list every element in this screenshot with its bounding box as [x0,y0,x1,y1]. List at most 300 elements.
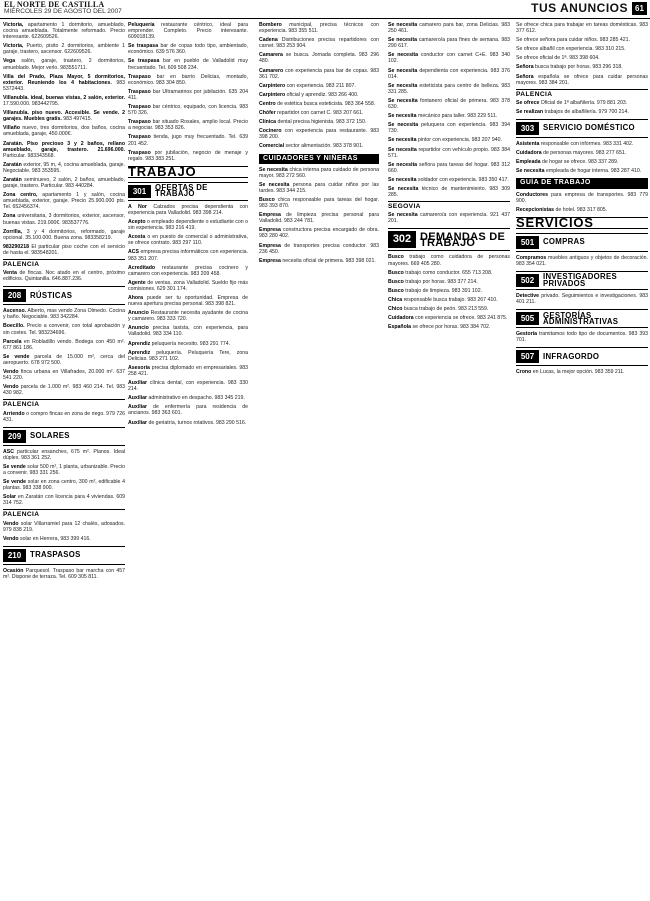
classified-ad [3,95,125,107]
ad-text: Oficial de 1ª albañilería. 979 881 203. [539,99,628,106]
classified-ad [128,234,248,246]
classified-ad [3,162,125,174]
city-heading: SEGOVIA [388,201,510,210]
classified-ad [516,369,648,375]
category-number: 303 [516,122,539,135]
ad-lead: Se vende [3,463,26,470]
classified-ad [128,365,248,377]
classified-ad [516,74,648,86]
ad-text: precisa diplomado en empresariales. 983 258 421. [128,364,248,377]
classified-ad [3,43,125,55]
classified-ad [128,280,248,292]
ad-lead: Camarero [259,67,284,74]
classified-ad [388,22,510,34]
classified-ad [128,150,248,162]
category-header [516,309,648,328]
classifieds-columns [3,22,648,898]
ad-text: administrativo en despacho. 983 345 219. [147,395,245,402]
classified-ad [128,204,248,216]
classified-ad [128,104,248,116]
ad-text: salón, garaje, trastero, 2 dormitorios, amueblado. Mejor verlo. 983551711. [3,58,125,71]
classified-ad [128,310,248,322]
ad-text: o compro fincas en zona de riego. 979 726 431. [3,410,125,423]
ad-text: Puerto, pisito 2 dormitorios, ambiente 1 garaje, trastero, ascensor. 622609526. [3,43,125,56]
classified-ad [516,192,648,204]
category-header [516,119,648,138]
ad-lead: Traspaso [128,134,151,141]
classified-ad [128,74,248,86]
ad-lead: Cuidadora [388,315,414,322]
classified-ad [259,110,379,116]
classified-ad [259,128,379,140]
classified-ad [388,186,510,198]
ad-text: de geriatría, turnos rotativos. 983 290 516. [147,419,247,426]
ad-lead: Se necesita [388,176,417,183]
ad-lead: Empresa [259,257,281,264]
category-header [388,228,510,251]
ad-text: 17.590.000. 983442795. [3,101,60,108]
classified-ad [388,37,510,49]
sub-section-banner: GUÍA DE TRABAJO [516,178,648,188]
classified-ad [388,162,510,174]
classified-ad [516,207,648,213]
ad-text: por jubilación, negocio de menaje y regalo. 983 383 251. [128,149,248,162]
ad-text: bar situado Rosales, amplio local. Precio a negociar. 983 353 826. [128,119,248,132]
classified-ad [3,58,125,70]
category-number: 302 [388,231,416,248]
ad-lead: Empresa [259,212,281,219]
ad-lead: Zona [3,213,16,220]
ad-lead: Boecillo. [3,323,25,330]
classified-ad [3,411,125,423]
ad-text: de estética busca esteticista. 983 364 558. [275,100,376,107]
classified-ad [388,306,510,312]
category-label: DEMANDAS DE TRABAJO [420,230,506,249]
ad-lead: Se necesita [388,37,417,44]
ad-lead: Parcela [3,338,22,345]
ad-text: precisa taxista, con experiencia, para Valladolid. 983 334 110. [128,325,248,338]
ad-text: responsable con informes. 983 331 402. [539,141,634,148]
classified-ad [128,249,248,261]
ad-text: parcela de 15.000 m², cerca del aeropuerto. 678 972 500. [3,353,125,366]
ad-lead: Recepcionistas [516,206,555,213]
ad-text: Parquesol. Traspaso bar marcha con 457 m². Dispone de terraza. Tel. 609 305 811. [3,567,125,580]
classified-ad [388,147,510,159]
category-number: 208 [3,289,26,302]
ad-text: de hogar se ofrece. 983 337 289. [540,159,619,166]
ad-text: se busca. Jornada completa. 983 296 480. [259,52,379,65]
classified-ad [516,141,648,147]
ad-text: Particular. 983343568. [3,152,55,159]
classified-ad [388,68,510,80]
classified-ad [3,308,125,320]
classified-ad [3,192,125,210]
classified-ad [3,22,125,40]
ad-text: pintor con experiencia. 983 207 940. [416,137,502,144]
ad-text: o en puesto de comercial o administrativa, se ofrece contrato. 983 297 110. [128,234,248,247]
column-3 [259,22,379,898]
ad-lead: Española [388,324,412,331]
classified-ad [388,324,510,330]
classified-ad [259,119,379,125]
ad-lead: Se necesita [388,122,419,129]
classified-ad [128,395,248,401]
ad-lead: Se necesita [388,113,417,120]
ad-text: esteticista para centro de belleza. 983 331 285. [388,82,510,95]
column-2 [128,22,248,898]
ad-lead: Chica [388,296,403,303]
ad-lead: Zona centro, [3,192,38,199]
classified-ad [3,384,125,396]
ad-text: Se ofrece señora para cuidar niños. 983 285 421. [516,37,630,44]
ad-text: fontanero oficial de primera. 983 378 630. [388,97,510,111]
ad-text: en Lucas, la mejor opción. 983 359 211. [531,369,625,376]
classified-ad [516,46,648,52]
ad-text: exterior, 95 m, 4, cocina amueblada, garaje. Negociable. 983 353595. [3,161,125,174]
classified-ad [259,212,379,224]
classified-ad [128,134,248,146]
ad-text: de fincas. Noc atado en el centro, próximo edificios. Quintanilla. 646.887.236. [3,270,125,283]
ad-lead: Chico [388,306,403,312]
ad-lead: A Nor [128,203,147,210]
ad-lead: Se necesita [516,168,545,175]
classified-ad [516,100,648,106]
classified-ad [259,92,379,98]
ad-text: señora para tareas del hogar. 983 312 660. [388,161,510,174]
ad-lead: Compramos [516,254,547,261]
classified-ad [128,350,248,362]
ad-text: con experiencia para bar de copas. 983 361 702. [259,67,379,80]
classified-ad [388,122,510,134]
ad-lead: Se necesita [388,137,417,144]
ad-text: tramitamos todo tipo de documentos. 983 393 701. [516,331,648,344]
ad-text: de ventas, zona Valladolid. Sueldo fijo más comisiones. 629 301 174. [128,279,248,292]
classified-ad [516,168,648,174]
ad-lead: Empresa [259,242,281,249]
ad-text: camarero para bar, zona Delicias. 983 250 461. [388,22,510,35]
category-header [3,427,125,446]
ad-text: municipal, precisa técnicos con experiencia. 983 355 511. [259,22,379,35]
ad-text: trabajos de albañilería. 979 700 214. [543,108,629,115]
classified-ad [128,89,248,101]
ad-text: particular ensanches, 675 m². Planos. Ideal dúplex. 983 361 252. [3,448,125,461]
classified-ad [388,270,510,276]
classified-ad [3,449,125,461]
classified-ad [259,243,379,255]
ad-text: dental precisa higienista. 983 372 150. [276,119,367,126]
ad-lead: Auxiliar [128,419,148,426]
category-number: 301 [128,185,151,198]
ad-lead: Se traspasa [128,58,160,65]
ad-lead: Se necesita [388,161,418,168]
classified-ad [516,22,648,34]
classified-ad [3,494,125,506]
category-header [128,182,248,201]
ad-text: 3 y 4 dormitorios, reformado, garaje opcional. 35.100.000. Buena zona. 983358219. [3,228,125,241]
classified-ad [516,109,648,115]
classified-ad [516,293,648,305]
ad-lead: Ahora [128,295,143,301]
ad-text: bar céntrico, equipado, con licencia. 983 570 326. [128,104,248,117]
ad-text: empresa precisa informáticos con experiencia. 983 351 207. [128,249,248,262]
ad-lead: Villa del Prado, Plaza Mayor, 5 dormitorios, exterior. Reuniendo los 4 habitaciones. [3,73,125,86]
ad-lead: Aprendiz [128,349,151,356]
ad-text: constructora precisa encargado de obra. 983 280 402. [259,227,379,240]
category-label: TRASPASOS [30,550,81,560]
classified-ad [259,52,379,64]
ad-text: Precio a convenir, con total aprobación y sin costes. Tel. 983234696. [3,323,125,336]
ad-text: bar Ultramarinos por jubilación. 635 204 411. [128,88,248,101]
category-label: INVESTIGADORES PRIVADOS [543,272,617,288]
ad-lead: Se necesita [259,181,290,188]
ad-lead: ACS [128,249,139,256]
classified-ad [3,323,125,335]
classified-ad [388,212,510,224]
classified-ad [516,255,648,267]
ad-lead: Traspaso [128,119,151,126]
masthead: EL NORTE DE CASTILLA [4,0,105,9]
ad-text: de transportes precisa conductor. 983 236 450. [259,242,379,255]
ad-lead: Se necesita [388,212,418,219]
ad-lead: Zaratán [3,161,22,168]
category-header [516,271,648,290]
ad-text: Calzados precisa dependienta con experiencia para Valladolid. 983 398 214. [128,203,248,216]
classified-ad [128,22,248,40]
ad-lead: Crono [516,369,532,376]
category-label: SERVICIO DOMÉSTICO [543,123,635,133]
classified-ad [259,143,379,149]
ad-lead: Camarera [259,52,283,59]
ad-lead: Se necesita [388,52,419,59]
ad-text: universitaria, 3 dormitorios, exterior, ascensor, buenas vistas. 219.000€. 983537776. [3,213,125,226]
classified-ad [259,197,379,209]
classified-ad [388,297,510,303]
category-label: GESTORÍAS ADMINISTRATIVAS [543,310,619,326]
ad-text: en Zaratán con licencia para 4 viviendas. 609 314 752. [3,494,125,507]
ad-lead: Cadena [259,37,278,44]
section-title: TUS ANUNCIOS [531,1,628,15]
classified-ad [388,279,510,285]
classified-ad [516,159,648,165]
ad-text: de hotel. 983 317 805. [554,206,608,213]
ad-lead: Solar [3,494,16,501]
classified-ad [128,295,248,307]
dateline: MIÉRCOLES 29 DE AGOSTO DEL 2007 [4,8,122,15]
classified-ad [259,37,379,49]
category-number: 507 [516,350,539,363]
classified-ad [128,265,248,277]
ad-text: trabajo por horas. 983 377 214. [403,278,478,285]
ad-text: finca urbana en Villafrades, 20.000 m². 637 541 220. [3,369,125,382]
ad-lead: Busco [388,254,404,261]
classified-ad [3,141,125,159]
ad-lead: Se traspasa [128,43,159,50]
category-number: 501 [516,236,539,249]
ad-lead: Señora [516,73,534,80]
ad-text: camarero/a con experiencia. 921 437 201. [388,212,510,225]
ad-lead: Acosta [128,234,146,241]
classified-ad [516,331,648,343]
category-label: OFERTAS DE TRABAJO [155,183,208,199]
ad-text: Distribuciones precisa repartidores con carnet. 983 253 904. [259,37,379,50]
ad-lead: Se vende [3,479,27,486]
classified-ad [3,479,125,491]
ad-text: persona para cuidar niños por las tardes. 983 344 215. [259,181,379,194]
ad-lead: Venta [3,270,17,277]
ad-lead: Agente [128,279,146,286]
ad-lead: Anuncio [128,325,149,332]
ad-text: clínica dental, con experiencia. 983 330 214. [128,380,248,393]
ad-lead: Gestoría [516,331,538,338]
ad-text: sector alimentación. 983 378 901. [284,143,364,150]
ad-text: peluquería. Peluquería Tere, zona Delicias. 983 271 102. [128,349,248,362]
ad-text: apartamento 1 dormitorio, amueblado, cocina amueblada. Totalmente reformado. Precio interesante. 622609526. [3,22,125,41]
category-header [516,347,648,366]
ad-lead: Se vende [3,353,30,360]
ad-lead: Vendo [3,384,19,391]
ad-text: bar de copas todo tipo, ambientado, económico. 639 576 360. [128,43,248,56]
column-4 [388,22,510,898]
classified-ad [259,167,379,179]
ad-text: solar Villarramiel para 12 chalés, adosados. 979 838 219. [3,520,125,533]
classified-ad [3,568,125,580]
classified-ad [388,113,510,119]
category-label: INFRAGORDO [543,351,600,361]
ad-text: de limpieza precisa personal para Valladolid. 983 244 781. [259,212,379,225]
category-number: 505 [516,312,539,325]
ad-lead: Comercial [259,143,285,150]
ad-text: apartamento 1 y salón, cocina amueblada, exterior, garaje. Precio 25.900.000 pts. Tel. 652456374. [3,192,125,211]
category-number: 210 [3,549,26,562]
ad-lead: Se necesita [388,67,418,74]
classified-ad [3,339,125,351]
ad-lead: Peluquería [128,22,155,28]
city-heading: PALENCIA [3,399,125,408]
ad-text: con experiencia se ofrece. 983 241 875. [413,315,508,322]
classified-ad [128,404,248,416]
ad-lead: Se necesita [388,22,418,28]
ad-lead: 983290218 [3,243,29,250]
category-label: COMPRAS [543,237,585,247]
classified-ad [128,58,248,70]
section-banner: TRABAJO [128,166,248,178]
ad-text: mecánico para taller. 983 229 511. [416,113,498,120]
ad-lead: Clínica [259,119,277,126]
classified-ad [388,177,510,183]
ad-text: 983 5372443. [3,79,125,92]
ad-text: restaurante céntrico, ideal para emprender. Completo. Precio interesante. 609018139. [128,22,248,41]
page-header [0,0,650,19]
classified-ad [3,354,125,366]
ad-lead: Se necesita [388,185,419,192]
ad-lead: Traspaso [128,73,151,80]
classified-ad [259,258,379,264]
ad-text: con experiencia para restaurante. 983 398 200. [259,128,379,141]
classified-ad [259,101,379,107]
ad-text: Se ofrece chica para trabajar en tareas domésticas. 983 377 612. [516,22,648,35]
classified-ad [259,182,379,194]
ad-text: en Robladillo vendo. Bodega con 450 m². 677 861 186. [3,338,125,351]
ad-lead: Detective [516,293,540,300]
ad-lead: Empleada [516,159,541,166]
classified-ad [128,325,248,337]
ad-text: busca trabajo por horas. 983 296 318. [533,64,623,71]
ad-lead: Vendo [3,369,19,376]
ad-lead: Aprendiz [128,340,151,347]
classified-ad [388,254,510,266]
ad-text: soldador con experiencia. 983 350 417. [416,176,509,183]
ad-lead: ASC [3,448,14,455]
ad-text: peluquería necesito. 983 291 774. [150,340,231,347]
ad-lead: Vendo [3,535,19,542]
ad-text: chica responsable para tareas del hogar. 983 393 870. [259,196,379,210]
ad-text: para empresa de transportes. 983 779 900. [516,191,648,204]
ad-lead: Villaño [3,125,20,132]
classified-ad [128,341,248,347]
ad-lead: Busco [388,269,404,276]
category-label: RÚSTICAS [30,290,73,300]
ad-text: Se ofrece oficial de 1ª. 983 398 604. [516,55,600,62]
ad-text: 983 497415. [61,116,93,123]
classified-ad [259,22,379,34]
ad-lead: Se necesita [388,82,418,89]
classified-ad [128,119,248,131]
ad-text: trabajo de limpieza. 983 391 102. [403,287,483,294]
section-banner: SERVICIOS [516,217,648,229]
city-heading: PALENCIA [516,89,648,98]
ad-lead: Se ofrece [516,99,540,106]
ad-lead: Cuidadora [516,150,542,157]
classified-ad [388,137,510,143]
classified-ad [516,55,648,61]
category-header [3,546,125,565]
ad-lead: Centro [259,100,276,107]
city-heading: PALENCIA [3,259,125,268]
classified-ad [3,229,125,241]
classified-ad [3,369,125,381]
ad-lead: Auxiliar [128,380,148,387]
ad-lead: Señora [516,64,534,71]
classified-ad [259,83,379,89]
ad-lead: Auxiliar [128,395,148,402]
ad-text: oficial y aprendiz. 983 266 400. [285,91,359,98]
ad-text: bar en pueblo de Valladolid muy frecuentado. Tel. 609 508 234. [128,58,248,71]
classified-ad [3,213,125,225]
page-number: 61 [632,2,647,15]
classified-ad [388,288,510,294]
ad-text: repartidor con vehículo propio. 983 384 571. [388,146,510,159]
category-label: SOLARES [30,431,70,441]
ad-lead: Se necesita [388,97,418,104]
ad-text: responsable busca trabajo. 983 267 410. [402,296,498,303]
classified-ad [3,270,125,282]
ad-text: española se ofrece para cuidar personas mayores. 983 384 201. [516,73,648,86]
ad-lead: Se necesita [259,166,288,173]
ad-text: empleada de hogar interna. 983 287 410. [544,168,642,175]
ad-text: con experiencia. 983 211 807. [285,82,356,89]
ad-lead: Ascenso. [3,308,27,315]
classified-ad [3,110,125,122]
ad-lead: Traspaso [128,88,151,95]
ad-lead: Busco [388,278,404,285]
ad-text: necesita oficial de primera. 983 398 021. [280,257,376,264]
ad-text: nuevo, tres dormitorios, dos baños, cocina amueblada, garaje, 450.000€. [3,125,125,138]
ad-lead: Ocasión [3,567,24,574]
classified-ad [128,219,248,231]
classified-ad [3,244,125,256]
ad-lead: Carpintero [259,82,286,89]
classified-ad [3,521,125,533]
